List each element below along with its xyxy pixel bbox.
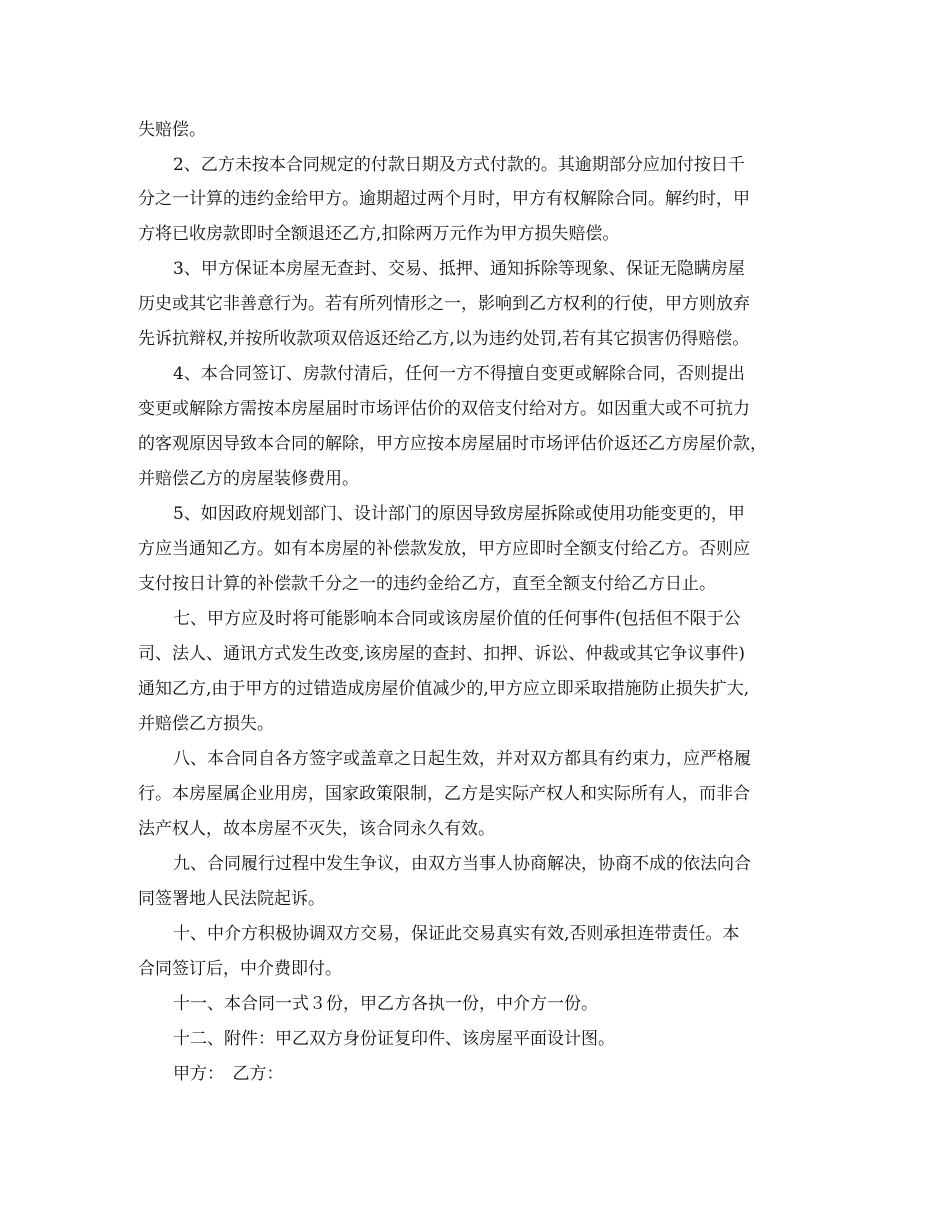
text-line: 方将已收房款即时全额退还乙方,扣除两万元作为甲方损失赔偿。 bbox=[138, 224, 620, 244]
text-line: 司、法人、通讯方式发生改变,该房屋的查封、扣押、诉讼、仲裁或其它争议事件) bbox=[138, 644, 746, 664]
text-line: 3、甲方保证本房屋无查封、交易、抵押、通知拆除等现象、保证无隐瞒房屋 bbox=[173, 259, 745, 279]
text-line: 失赔偿。 bbox=[138, 120, 206, 140]
text-line: 支付按日计算的补偿款千分之一的违约金给乙方，直至全额支付给乙方日止。 bbox=[138, 574, 716, 594]
text-line: 行。本房屋属企业用房，国家政策限制，乙方是实际产权人和实际所有人，而非合 bbox=[138, 784, 750, 804]
text-line: 并赔偿乙方损失。 bbox=[138, 714, 274, 734]
text-line: 分之一计算的违约金给甲方。逾期超过两个月时，甲方有权解除合同。解约时，甲 bbox=[138, 189, 750, 209]
text-line: 八、本合同自各方签字或盖章之日起生效，并对双方都具有约束力，应严格履 bbox=[173, 749, 751, 769]
text-line: 变更或解除方需按本房屋届时市场评估价的双倍支付给对方。如因重大或不可抗力 bbox=[138, 399, 750, 419]
text-line: 5、如因政府规划部门、设计部门的原因导致房屋拆除或使用功能变更的，甲 bbox=[173, 504, 745, 524]
text-line: 先诉抗辩权,并按所收款项双倍返还给乙方,以为违约处罚,若有其它损害仍得赔偿。 bbox=[138, 329, 750, 349]
text-line: 七、甲方应及时将可能影响本合同或该房屋价值的任何事件(包括但不限于公 bbox=[173, 609, 741, 629]
text-line: 十一、本合同一式３份，甲乙方各执一份，中介方一份。 bbox=[173, 994, 598, 1014]
text-line: 并赔偿乙方的房屋装修费用。 bbox=[138, 469, 359, 489]
text-line: 4、本合同签订、房款付清后，任何一方不得擅自变更或解除合同，否则提出 bbox=[173, 364, 745, 384]
text-line: 合同签订后，中介费即付。 bbox=[138, 959, 342, 979]
text-line: 九、合同履行过程中发生争议，由双方当事人协商解决，协商不成的依法向合 bbox=[173, 854, 751, 874]
text-line: 2、乙方未按本合同规定的付款日期及方式付款的。其逾期部分应加付按日千 bbox=[173, 155, 745, 175]
text-line: 同签署地人民法院起诉。 bbox=[138, 889, 325, 909]
signature-line: 甲方： 乙方： bbox=[173, 1064, 284, 1084]
text-line: 法产权人，故本房屋不灭失，该合同永久有效。 bbox=[138, 819, 495, 839]
text-line: 方应当通知乙方。如有本房屋的补偿款发放，甲方应即时全额支付给乙方。否则应 bbox=[138, 539, 750, 559]
text-line: 通知乙方,由于甲方的过错造成房屋价值减少的,甲方应立即采取措施防止损失扩大, bbox=[138, 679, 750, 699]
text-line: 的客观原因导致本合同的解除，甲方应按本房屋届时市场评估价返还乙方房屋价款， bbox=[138, 434, 767, 454]
text-line: 十、中介方积极协调双方交易，保证此交易真实有效,否则承担连带责任。本 bbox=[173, 924, 740, 944]
text-line: 历史或其它非善意行为。若有所列情形之一，影响到乙方权利的行使，甲方则放弃 bbox=[138, 294, 750, 314]
text-line: 十二、附件：甲乙双方身份证复印件、该房屋平面设计图。 bbox=[173, 1029, 615, 1049]
